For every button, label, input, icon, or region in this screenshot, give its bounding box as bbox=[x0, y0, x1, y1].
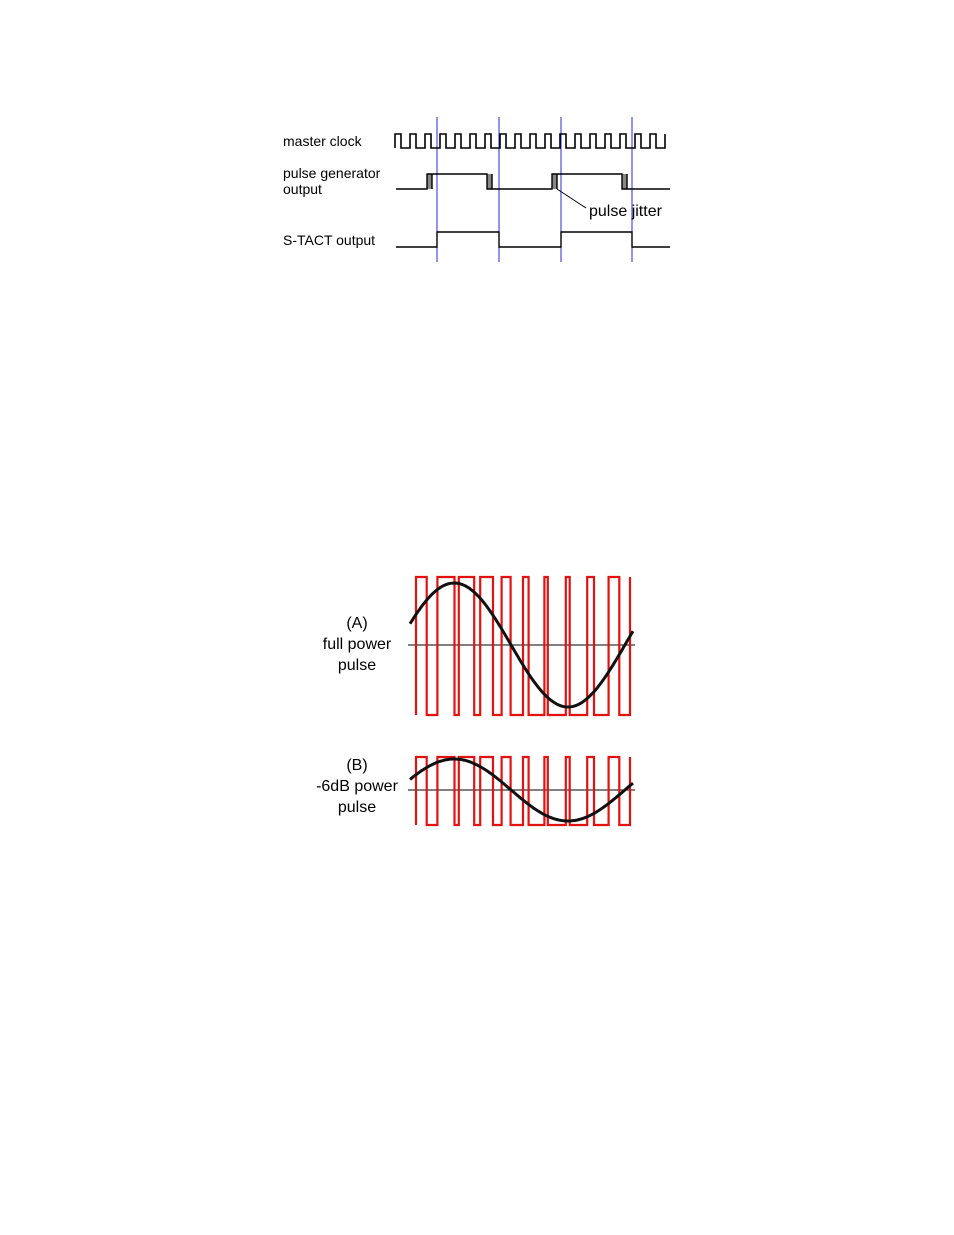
pwm-diagram bbox=[316, 577, 635, 825]
panel-a-tag: (A) bbox=[346, 615, 368, 632]
panel-a bbox=[323, 577, 635, 715]
label-pulse-jitter: pulse jitter bbox=[589, 203, 662, 220]
jitter-band bbox=[622, 174, 627, 189]
panel-b bbox=[316, 757, 635, 825]
pulse-generator-jitter-edges bbox=[432, 174, 627, 189]
label-stact-output: S-TACT output bbox=[283, 232, 376, 248]
panel-a-line1: full power bbox=[322, 636, 392, 653]
panel-a-line2: pulse bbox=[337, 657, 377, 674]
jitter-band bbox=[552, 174, 557, 189]
jitter-band bbox=[427, 174, 432, 189]
panel-b-pulse-train bbox=[416, 757, 630, 825]
label-master-clock: master clock bbox=[283, 133, 362, 149]
master-clock-waveform bbox=[395, 134, 665, 148]
label-pulse-generator: pulse generator bbox=[283, 165, 381, 181]
panel-b-line2: pulse bbox=[337, 799, 377, 816]
label-pulse-generator-output: output bbox=[283, 181, 322, 197]
jitter-band bbox=[487, 174, 492, 189]
timing-diagram bbox=[283, 117, 670, 262]
panel-b-line1: -6dB power bbox=[316, 778, 398, 795]
jitter-shading bbox=[427, 174, 627, 189]
stact-output-waveform bbox=[396, 232, 670, 247]
panel-b-tag: (B) bbox=[346, 757, 368, 774]
panel-a-pulse-train bbox=[416, 577, 630, 715]
